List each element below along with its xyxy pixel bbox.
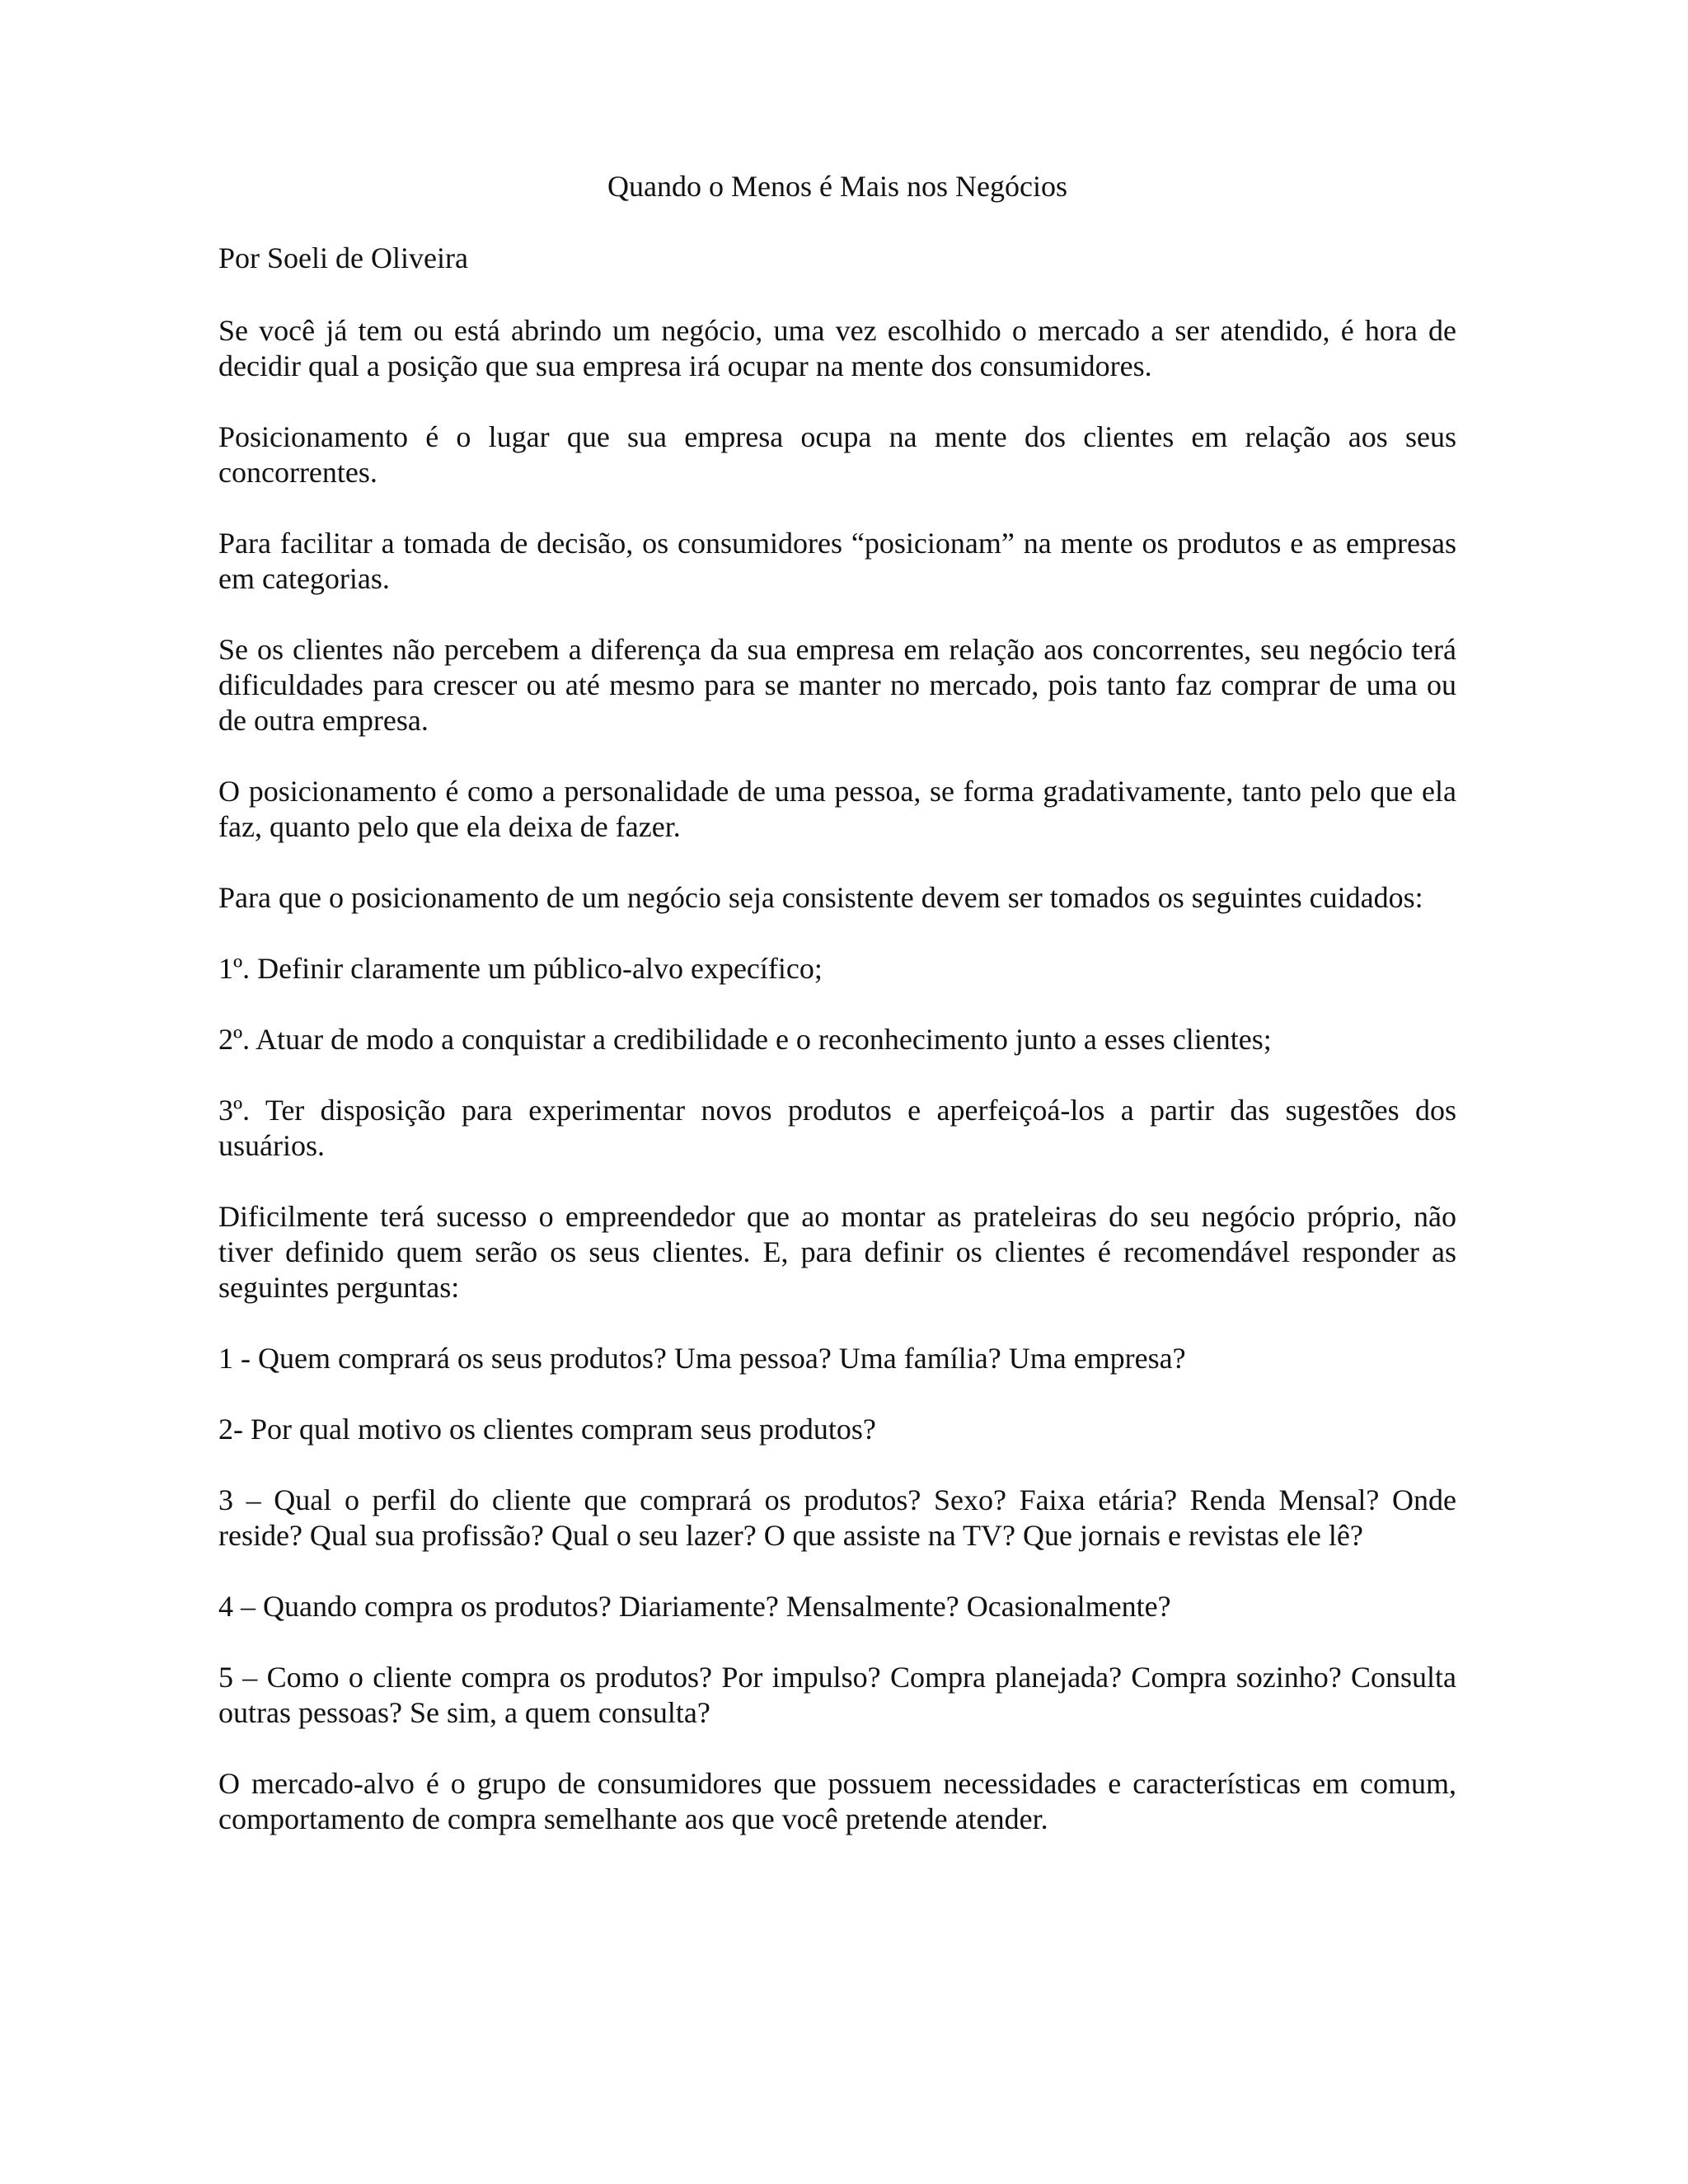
paragraph-intro: Se você já tem ou está abrindo um negócio, uma vez escolhido o mercado a ser atendido, é hora de decidir qual a posição que sua empresa irá ocupar na mente dos consumidores. xyxy=(218,314,1456,382)
paragraph-difference: Se os clientes não percebem a diferença da sua empresa em relação aos concorrentes, seu negócio terá dificuldades para crescer ou até mesmo para se manter no mercado, pois tanto faz comprar de uma ou de outra empresa. xyxy=(218,633,1456,737)
document-body xyxy=(218,169,1456,1872)
question-item-1: 1 - Quem comprará os seus produtos? Uma pessoa? Uma família? Uma empresa? xyxy=(218,1342,1186,1375)
paragraph-questions-intro: Dificilmente terá sucesso o empreendedor que ao montar as prateleiras do seu negócio próprio, não tiver definido quem serão os seus clientes. E, para definir os clientes é recomendável responder as seguintes perguntas: xyxy=(218,1200,1456,1304)
paragraph-cautions: Para que o posicionamento de um negócio seja consistente devem ser tomados os seguintes cuidados: xyxy=(218,881,1423,914)
question-item-3: 3 – Qual o perfil do cliente que comprará os produtos? Sexo? Faixa etária? Renda Mensal? Onde reside? Qual sua profissão? Qual o seu lazer? O que assiste na TV? Que jornais e revistas ele lê? xyxy=(218,1483,1456,1552)
question-item-4: 4 – Quando compra os produtos? Diariamente? Mensalmente? Ocasionalmente? xyxy=(218,1590,1171,1623)
question-item-5: 5 – Como o cliente compra os produtos? Por impulso? Compra planejada? Compra sozinho? Consulta outras pessoas? Se sim, a quem consulta? xyxy=(218,1661,1456,1729)
question-item-2: 2- Por qual motivo os clientes compram seus produtos? xyxy=(218,1413,876,1446)
document-title: Quando o Menos é Mais nos Negócios xyxy=(607,170,1067,203)
author-line: Por Soeli de Oliveira xyxy=(218,241,468,274)
caution-item-2: 2º. Atuar de modo a conquistar a credibilidade e o reconhecimento junto a esses clientes; xyxy=(218,1023,1272,1056)
caution-item-1: 1º. Definir claramente um público-alvo expecífico; xyxy=(218,952,823,985)
paragraph-personality: O posicionamento é como a personalidade de uma pessoa, se forma gradativamente, tanto pelo que ela faz, quanto pelo que ela deixa de fazer. xyxy=(218,775,1456,843)
caution-item-3: 3º. Ter disposição para experimentar novos produtos e aperfeiçoá-los a partir das sugestões dos usuários. xyxy=(218,1094,1456,1162)
paragraph-categories: Para facilitar a tomada de decisão, os consumidores “posicionam” na mente os produtos e as empresas em categorias. xyxy=(218,527,1456,595)
paragraph-target-market: O mercado-alvo é o grupo de consumidores que possuem necessidades e características em comum, comportamento de compra semelhante aos que você pretende atender. xyxy=(218,1767,1456,1835)
paragraph-definition: Posicionamento é o lugar que sua empresa ocupa na mente dos clientes em relação aos seus concorrentes. xyxy=(218,420,1456,489)
